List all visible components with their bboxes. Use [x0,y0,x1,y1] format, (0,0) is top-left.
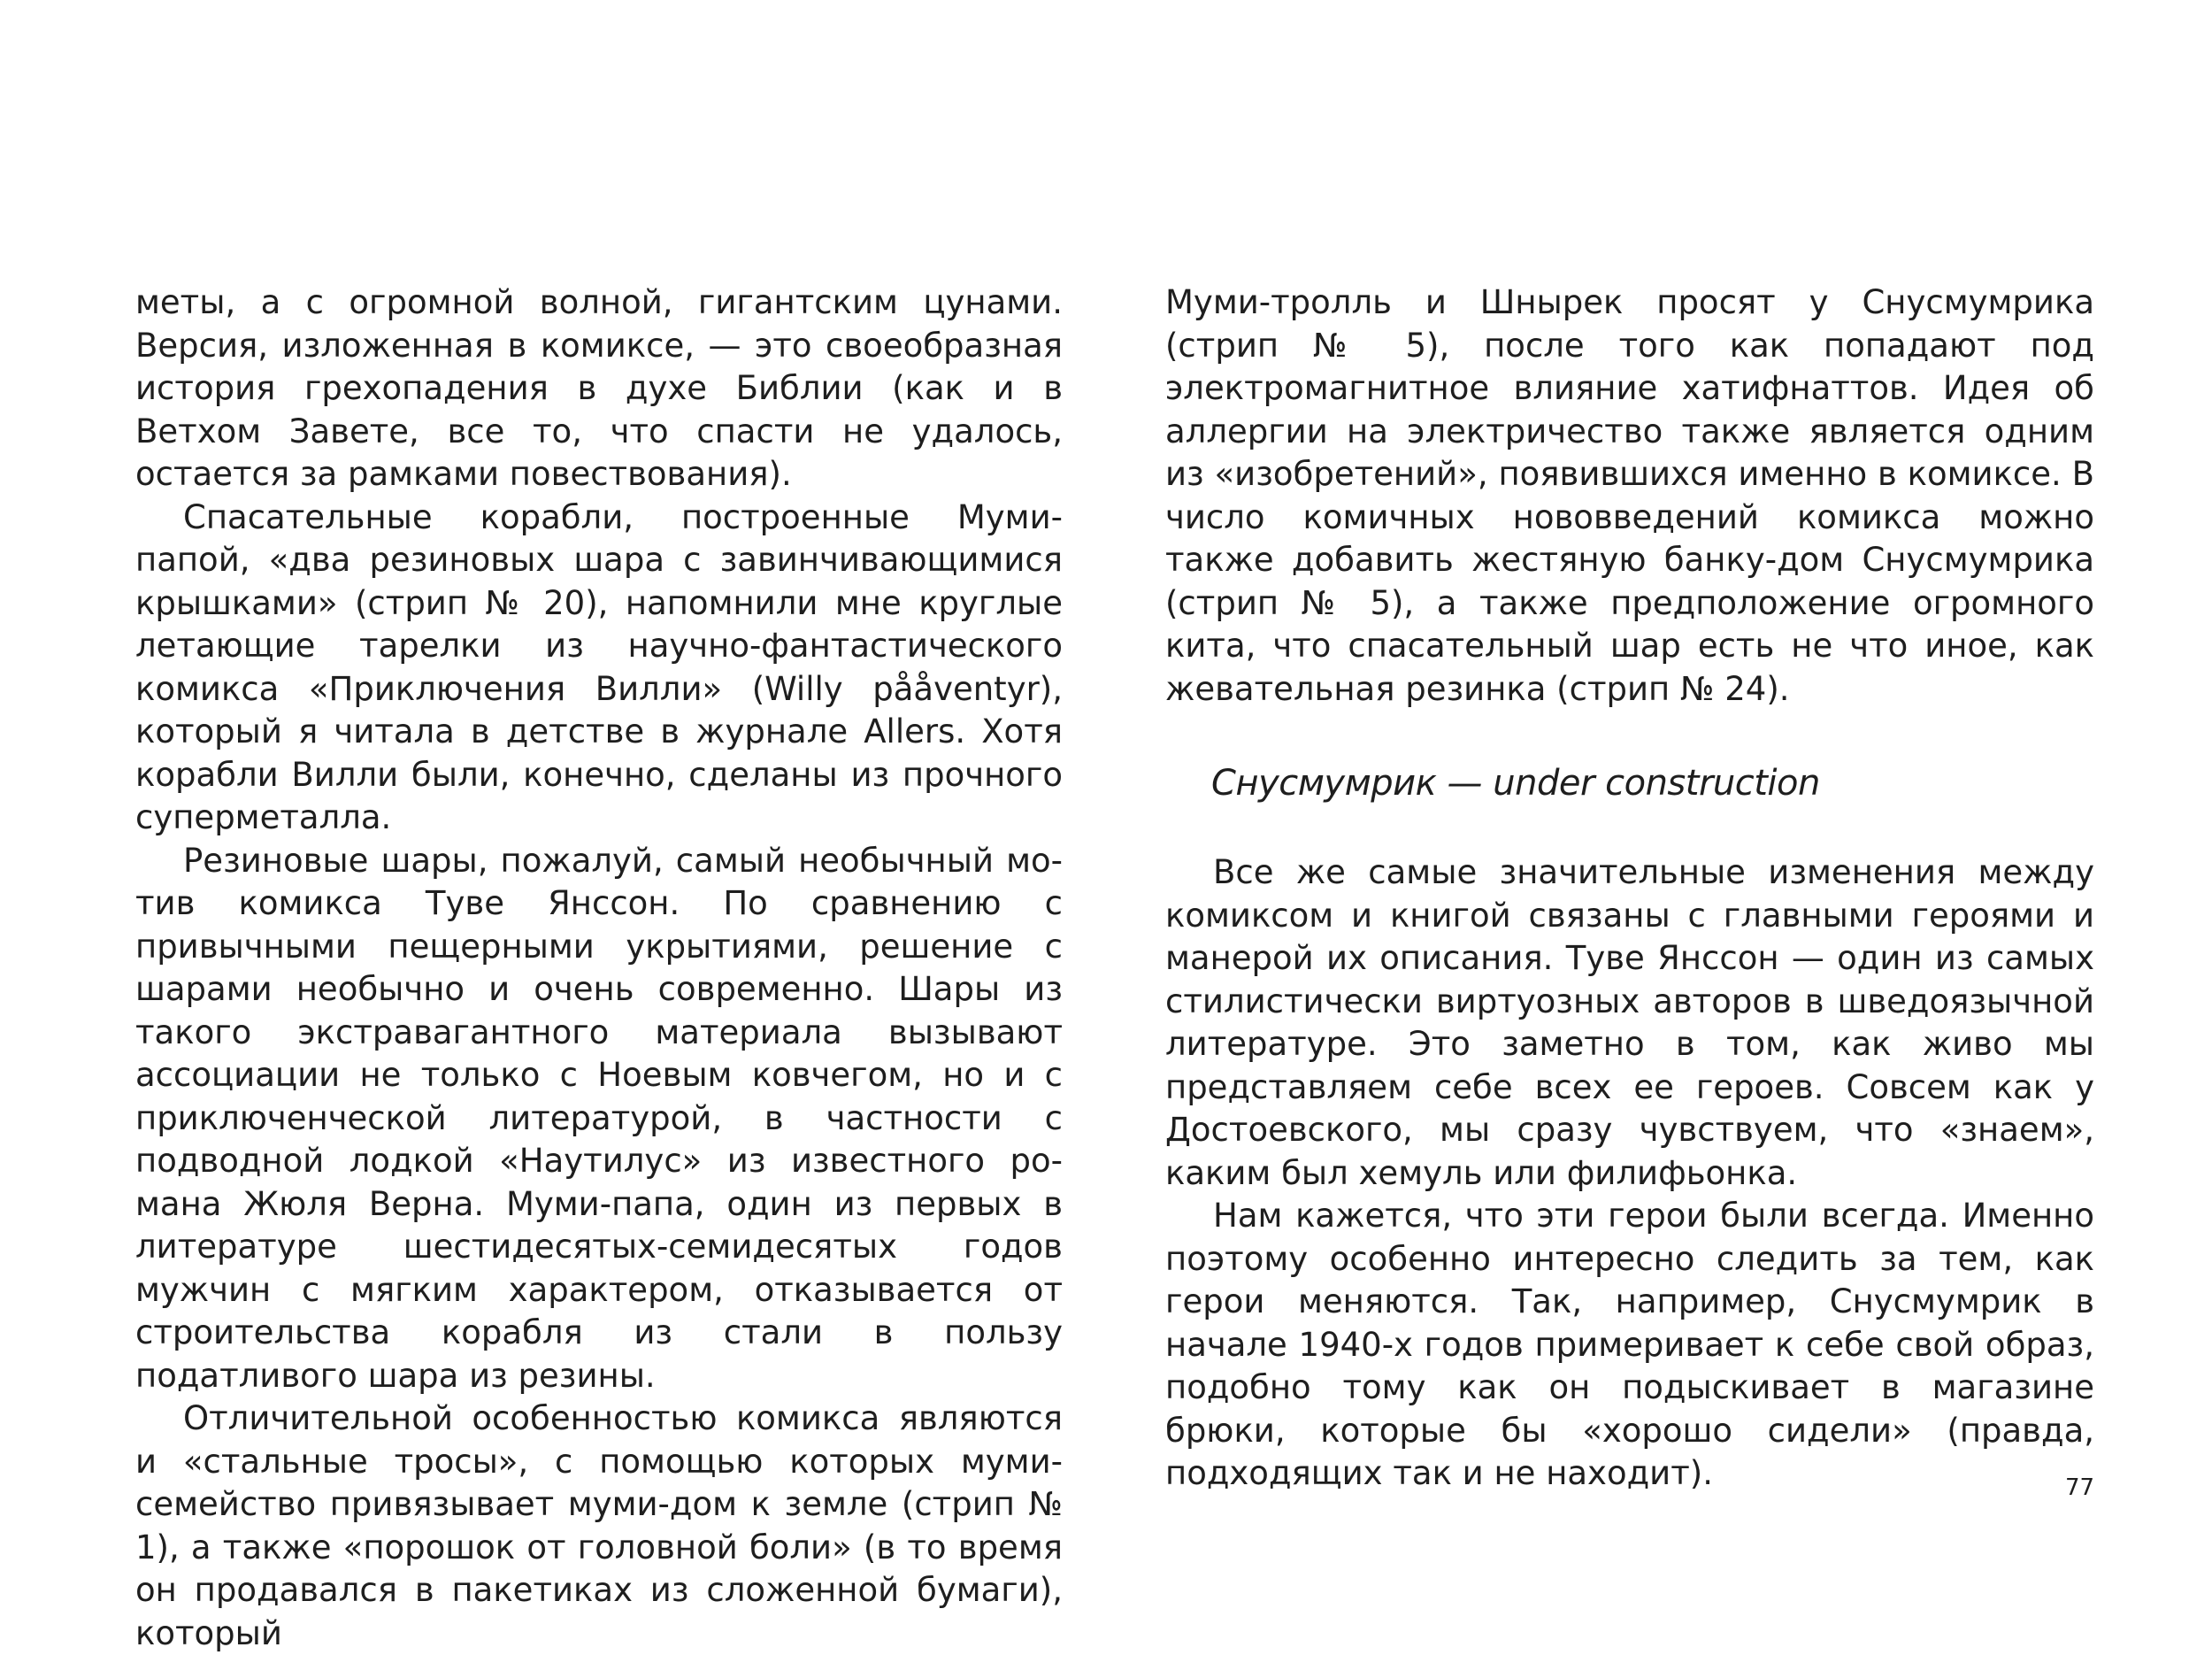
left-page-text [135,281,1063,1655]
paragraph: Муми-тролль и Шнырек просят у Снусмумрика (стрип № 5), после того как попадают под электромагнитное влияние хатифнаттов. Идея об аллергии на электричество также является одним из «изобретений», появившихся именно в комиксе. В число комичных нововведений комикса можно также добавить жестяную банку-дом Снусмумрика (стрип № 5), а также предположение огромного кита, что спасательный шар есть не что иное, как жевательная резинка (стрип № 24). [1165,283,2094,708]
paragraph: Отличительной особенностью комикса являются и «стальные тросы», с помощью которых муми-семейство привязывает муми-дом к земле (стрип № 1), а также «порошок от головной боли» (в то время он продавался в пакетиках из сложенной бумаги), который [135,1399,1063,1652]
paragraph: Спасательные корабли, построенные Муми-папой, «два резиновых шара с завинчивающимися крышками» (стрип № 20), напомнили мне круглые летающие тарелки из научно-фантастического комикса «Приключения Вилли» (Willy pååventyr), который я читала в детстве в журнале Allers. Хотя корабли Вилли были, конечно, сделаны из прочного суперметалла. [135,497,1063,836]
right-page-text-top [1165,281,2094,711]
paragraph: Все же самые значительные изменения между комиксом и книгой связаны с главными героями и манерой их описания. Туве Янссон — один из самых стилистически виртуозных авторов в шведоязычной литературе. Это заметно в том, как живо мы представляем себе всех ее героев. Совсем как у Достоевского, мы сразу чувствуем, что «знаем», каким был хемуль или филифьонка. [1165,853,2094,1192]
paragraph: Нам кажется, что эти герои были всегда. Именно поэтому особенно интересно следить за тем, как герои меняются. Так, например, Снусмумрик в начале 1940-х годов примеривает к себе свой образ, подобно тому как он подыскивает в магазине брюки, которые бы «хорошо сидели» (правда, подходящих так и не находит). [1165,1197,2094,1492]
section-heading: Снусмумрик — under construction [1211,763,1820,804]
page-number: 77 [2065,1474,2095,1501]
paragraph: Резиновые шары, пожалуй, самый необычный мотив комикса Туве Янссон. По сравнению с привычными пещерными укрытиями, решение с шарами необычно и очень современно. Шары из такого экстравагантного материала вызывают ассоциации не только с Ноевым ковчегом, но и с приключенческой литературой, в частности с подводной лодкой «Наутилус» из известного романа Жюля Верна. Муми-папа, один из первых в литературе шестидесятых-семидесятых годов мужчин с мягким характером, отказывается от строительства корабля из стали в пользу податливого шара из резины. [135,841,1063,1395]
right-page-text-bottom [1165,851,2094,1496]
paragraph: мeты, а с огромной волной, гигантским цунами. Версия, изложенная в комиксе, — это своеобразная история грехопадения в духе Библии (как и в Ветхом Завете, все то, что спасти не удалось, остается за рамками повествования). [135,283,1063,493]
